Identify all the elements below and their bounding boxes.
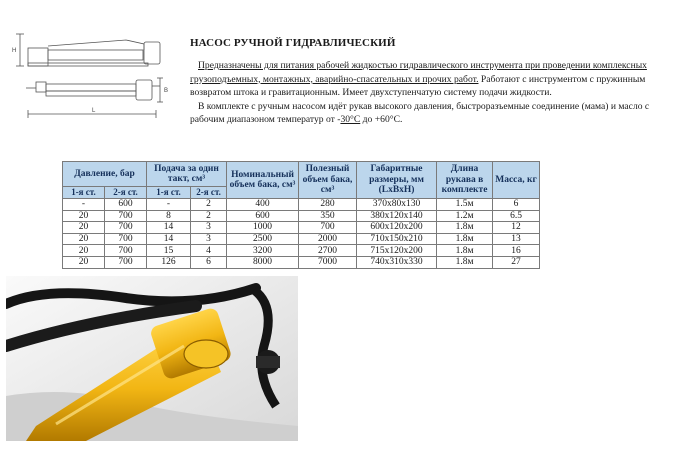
cell-mass: 13 xyxy=(493,233,540,245)
header-tank-useful: Полезный объем бака, см³ xyxy=(299,162,357,199)
description xyxy=(190,59,670,127)
photo-svg xyxy=(6,276,298,441)
cell-pressure-stage-2: 700 xyxy=(105,233,147,245)
description-kit: В комплекте с ручным насосом идёт рукав высокого давления, быстроразъемные соединение (мама) и масло с рабочим диапазоном температур от - xyxy=(190,100,650,126)
cell-mass: 6.5 xyxy=(493,210,540,222)
header-flow: Подача за один такт, см³ xyxy=(147,162,227,187)
cell-flow-stage-1: 126 xyxy=(147,256,191,268)
description-paragraph-2 xyxy=(190,100,670,127)
cell-flow-stage-1: 14 xyxy=(147,233,191,245)
cell-dimensions: 380x120x140 xyxy=(357,210,437,222)
cell-hose-length: 1.5м xyxy=(437,199,493,211)
cell-hose-length: 1.2м xyxy=(437,210,493,222)
cell-pressure-stage-1: 20 xyxy=(63,210,105,222)
cell-mass: 12 xyxy=(493,222,540,234)
header-hose-length: Длина рукава в комплекте xyxy=(437,162,493,199)
specs-table-body xyxy=(63,199,540,269)
table-row xyxy=(63,256,540,268)
pump-technical-drawing xyxy=(6,30,181,135)
table-row xyxy=(63,222,540,234)
cell-flow-stage-1: 14 xyxy=(147,222,191,234)
cell-pressure-stage-2: 700 xyxy=(105,222,147,234)
description-temp-max: до +60°C. xyxy=(360,114,403,126)
cell-pressure-stage-1: 20 xyxy=(63,256,105,268)
cell-pressure-stage-1: - xyxy=(63,199,105,211)
subheader-pressure-stage-2: 2-я ст. xyxy=(105,187,147,199)
cell-pressure-stage-1: 20 xyxy=(63,233,105,245)
description-temp-min: 30°C xyxy=(340,114,361,126)
cell-tank-useful: 350 xyxy=(299,210,357,222)
cell-dimensions: 370x80x130 xyxy=(357,199,437,211)
specs-table xyxy=(62,161,540,269)
description-operation: Работают с инструментом с пружинным возвратом штока и гравитационным. Имеет двухступенчатую систему подачи жидкости. xyxy=(190,73,646,99)
cell-flow-stage-1: 8 xyxy=(147,210,191,222)
cell-pressure-stage-2: 700 xyxy=(105,245,147,257)
cell-flow-stage-2: 4 xyxy=(191,245,227,257)
cell-pressure-stage-2: 700 xyxy=(105,256,147,268)
cell-tank-useful: 2700 xyxy=(299,245,357,257)
cell-hose-length: 1.8м xyxy=(437,233,493,245)
subheader-flow-stage-1: 1-я ст. xyxy=(147,187,191,199)
cell-pressure-stage-2: 600 xyxy=(105,199,147,211)
description-purpose: Предназначены для питания рабочей жидкостью гидравлического инструмента при проведении комплексных грузоподъемных, монтажных, аварийно-спасательных и прочих работ. xyxy=(190,60,647,85)
table-row xyxy=(63,210,540,222)
cell-dimensions: 740x310x330 xyxy=(357,256,437,268)
cell-tank-useful: 7000 xyxy=(299,256,357,268)
cell-dimensions: 710x150x210 xyxy=(357,233,437,245)
cell-hose-length: 1.8м xyxy=(437,256,493,268)
drawing-label-l: L xyxy=(92,108,96,114)
cell-tank-nominal: 2500 xyxy=(227,233,299,245)
cell-mass: 6 xyxy=(493,199,540,211)
cell-flow-stage-2: 2 xyxy=(191,210,227,222)
cell-tank-useful: 700 xyxy=(299,222,357,234)
cell-mass: 16 xyxy=(493,245,540,257)
description-paragraph-1 xyxy=(190,59,670,100)
cell-pressure-stage-1: 20 xyxy=(63,245,105,257)
drawing-svg xyxy=(6,30,181,135)
table-row xyxy=(63,199,540,211)
subheader-pressure-stage-1: 1-я ст. xyxy=(63,187,105,199)
header-mass: Масса, кг xyxy=(493,162,540,199)
table-row xyxy=(63,245,540,257)
cell-tank-nominal: 400 xyxy=(227,199,299,211)
header-tank-nominal: Номинальный объем бака, см³ xyxy=(227,162,299,199)
header-dimensions: Габаритные размеры, мм (LxBxH) xyxy=(357,162,437,199)
cell-flow-stage-2: 3 xyxy=(191,222,227,234)
cell-flow-stage-1: 15 xyxy=(147,245,191,257)
cell-tank-nominal: 1000 xyxy=(227,222,299,234)
subheader-flow-stage-2: 2-я ст. xyxy=(191,187,227,199)
table-row xyxy=(63,233,540,245)
cell-flow-stage-1: - xyxy=(147,199,191,211)
cell-pressure-stage-2: 700 xyxy=(105,210,147,222)
cell-flow-stage-2: 6 xyxy=(191,256,227,268)
drawing-label-b: B xyxy=(164,88,169,94)
cell-tank-useful: 280 xyxy=(299,199,357,211)
cell-dimensions: 715x120x200 xyxy=(357,245,437,257)
cell-tank-useful: 2000 xyxy=(299,233,357,245)
cell-tank-nominal: 3200 xyxy=(227,245,299,257)
cell-dimensions: 600x120x200 xyxy=(357,222,437,234)
cell-hose-length: 1.8м xyxy=(437,222,493,234)
page-title: НАСОС РУЧНОЙ ГИДРАВЛИЧЕСКИЙ xyxy=(190,37,396,49)
header-pressure: Давление, бар xyxy=(63,162,147,187)
cell-hose-length: 1.8м xyxy=(437,245,493,257)
cell-mass: 27 xyxy=(493,256,540,268)
cell-flow-stage-2: 2 xyxy=(191,199,227,211)
cell-tank-nominal: 600 xyxy=(227,210,299,222)
drawing-label-h: H xyxy=(12,48,17,54)
cell-pressure-stage-1: 20 xyxy=(63,222,105,234)
pump-photo xyxy=(6,276,298,441)
cell-flow-stage-2: 3 xyxy=(191,233,227,245)
cell-tank-nominal: 8000 xyxy=(227,256,299,268)
